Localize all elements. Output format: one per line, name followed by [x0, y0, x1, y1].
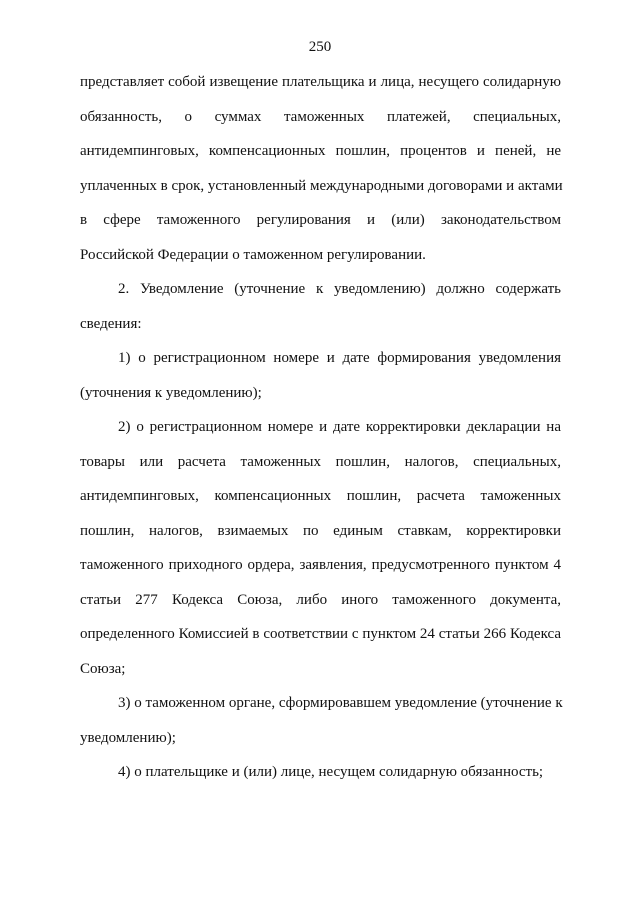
text-line: 2. Уведомление (уточнение к уведомлению) должно содержать	[118, 281, 561, 297]
text-line: 4) о плательщике и (или) лице, несущем солидарную обязанность;	[118, 764, 544, 780]
paragraph-item-2	[80, 279, 561, 348]
text-line: определенного Комиссией в соответствии с пунктом 24 статьи 266 Кодекса	[80, 626, 561, 642]
text-line: статьи 277 Кодекса Союза, либо иного таможенного документа,	[80, 591, 561, 608]
text-line: (уточнения к уведомлению);	[80, 384, 262, 401]
body-text	[80, 72, 561, 797]
text-line: таможенного приходного ордера, заявления, предусмотренного пунктом 4	[80, 557, 561, 573]
paragraph-intro	[80, 72, 561, 279]
text-line: 3) о таможенном органе, сформировавшем уведомление (уточнение к	[118, 695, 563, 711]
text-line: 2) о регистрационном номере и дате корректировки декларации на	[118, 419, 561, 435]
text-line: в сфере таможенного регулирования и (или) законодательством	[80, 212, 561, 228]
paragraph-sub-4	[80, 762, 561, 797]
text-line: уплаченных в срок, установленный международными договорами и актами	[80, 177, 563, 194]
text-line: уведомлению);	[80, 729, 176, 746]
text-line: антидемпинговых, компенсационных пошлин, расчета таможенных	[80, 488, 561, 504]
paragraph-sub-2	[80, 417, 561, 693]
paragraph-sub-3	[80, 693, 561, 762]
text-line: обязанность, о суммах таможенных платежей, специальных,	[80, 108, 561, 125]
text-line: товары или расчета таможенных пошлин, налогов, специальных,	[80, 453, 561, 470]
text-line: представляет собой извещение плательщика и лица, несущего солидарную	[80, 74, 561, 90]
text-line: сведения:	[80, 315, 142, 332]
paragraph-sub-1	[80, 348, 561, 417]
text-line: 1) о регистрационном номере и дате формирования уведомления	[118, 350, 561, 366]
page-number: 250	[308, 39, 332, 55]
text-line: Российской Федерации о таможенном регулировании.	[80, 246, 426, 263]
text-line: антидемпинговых, компенсационных пошлин, процентов и пеней, не	[80, 143, 561, 159]
text-line: пошлин, налогов, взимаемых по единым ставкам, корректировки	[80, 522, 561, 539]
text-line: Союза;	[80, 660, 126, 677]
